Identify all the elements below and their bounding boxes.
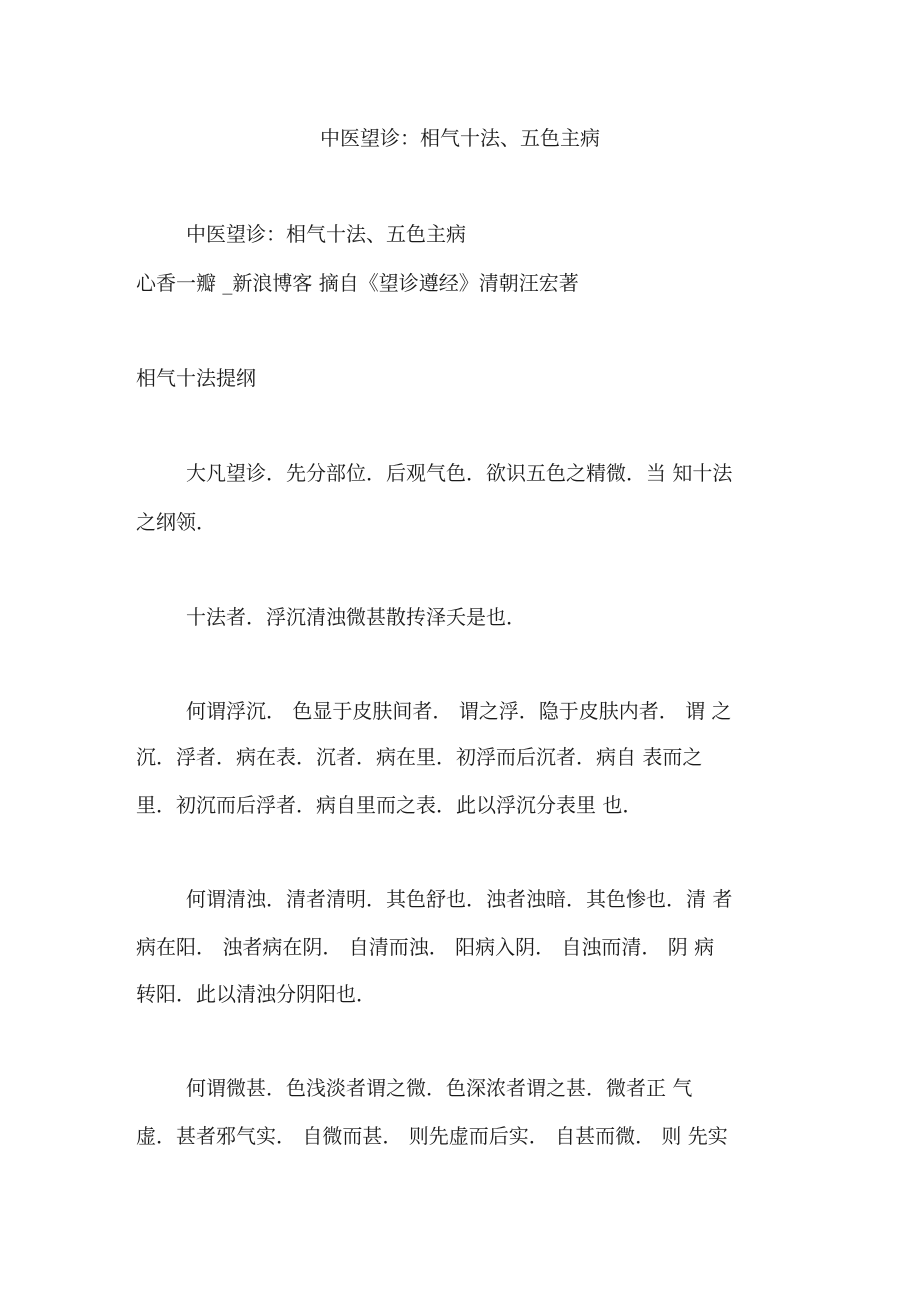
paragraph-line: 沉．浮者．病在表．沉者．病在里．初浮而后沉者．病自 表而之 bbox=[136, 745, 703, 769]
section-heading: 相气十法提纲 bbox=[136, 366, 256, 390]
document-source: 心香一瓣 _新浪博客 摘自《望诊遵经》清朝汪宏著 bbox=[136, 271, 579, 295]
paragraph-line: 大凡望诊．先分部位．后观气色．欲识五色之精微．当 知十法 bbox=[186, 461, 733, 485]
paragraph-line: 何谓浮沉． 色显于皮肤间者． 谓之浮．隐于皮肤内者． 谓 之 bbox=[186, 699, 732, 723]
paragraph-line: 里．初沉而后浮者．病自里而之表．此以浮沉分表里 也． bbox=[136, 793, 643, 817]
paragraph-line: 何谓微甚．色浅淡者谓之微．色深浓者谓之甚．微者正 气 bbox=[186, 1076, 693, 1100]
paragraph-line: 之纲领． bbox=[136, 510, 216, 534]
paragraph-line: 病在阳． 浊者病在阴． 自清而浊． 阳病入阴． 自浊而清． 阴 病 bbox=[136, 935, 715, 959]
paragraph-line: 转阳．此以清浊分阴阳也． bbox=[136, 982, 376, 1006]
paragraph-line: 十法者．浮沉清浊微甚散抟泽夭是也． bbox=[186, 605, 526, 629]
document-subtitle: 中医望诊：相气十法、五色主病 bbox=[186, 222, 466, 246]
paragraph-line: 虚．甚者邪气实． 自微而甚． 则先虚而后实． 自甚而微． 则 先实 bbox=[136, 1124, 728, 1148]
paragraph-line: 何谓清浊．清者清明．其色舒也．浊者浊暗．其色惨也．清 者 bbox=[186, 887, 733, 911]
document-title: 中医望诊：相气十法、五色主病 bbox=[320, 126, 600, 150]
